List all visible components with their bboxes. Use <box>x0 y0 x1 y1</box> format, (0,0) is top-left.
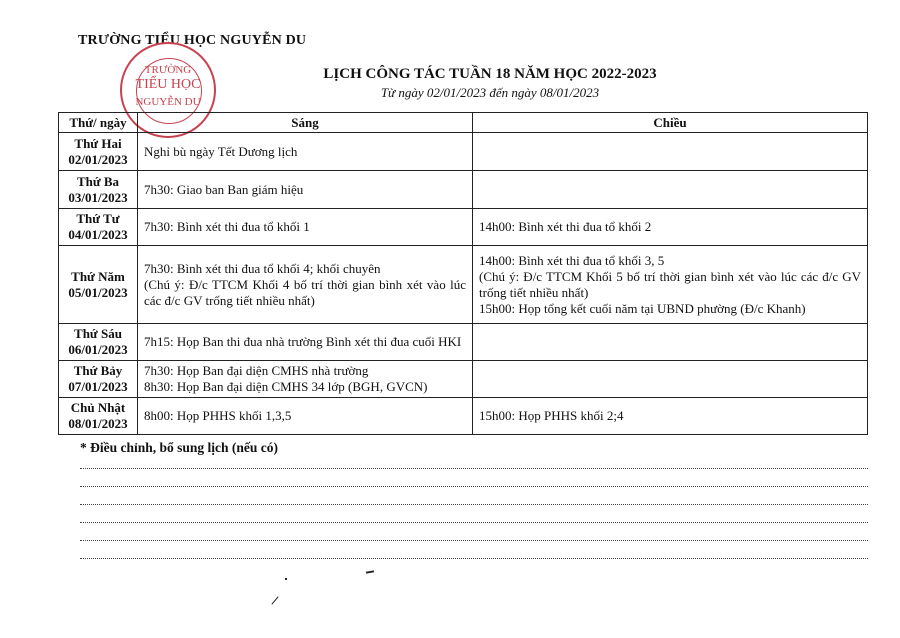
day-cell <box>59 246 138 324</box>
day-name: Thứ Tư <box>76 211 120 226</box>
morning-entry: 7h30: Bình xét thi đua tổ khối 1 <box>144 219 310 234</box>
day-cell <box>59 361 138 398</box>
day-name: Thứ Ba <box>76 173 120 189</box>
table-row <box>59 398 868 435</box>
day-date: 06/01/2023 <box>68 342 128 357</box>
day-name: Thứ Hai <box>74 135 122 151</box>
table-row <box>59 324 868 361</box>
morning-entry: 8h30: Họp Ban đại diện CMHS 34 lớp (BGH, GVCN) <box>144 379 428 394</box>
ink-mark <box>366 570 374 573</box>
morning-entry: 8h00: Họp PHHS khối 1,3,5 <box>144 408 292 423</box>
ink-mark <box>271 596 278 604</box>
morning-cell <box>138 133 473 171</box>
morning-cell <box>138 324 473 361</box>
table-header-row <box>59 113 868 133</box>
blank-line <box>80 522 868 523</box>
day-cell <box>59 209 138 246</box>
morning-cell <box>138 171 473 209</box>
table-row <box>59 133 868 171</box>
day-date: 08/01/2023 <box>68 416 128 431</box>
morning-cell <box>138 246 473 324</box>
morning-entry: 7h30: Bình xét thi đua tổ khối 4; khối chuyên <box>144 260 381 276</box>
afternoon-cell <box>473 324 868 361</box>
morning-cell <box>138 361 473 398</box>
table-row <box>59 209 868 246</box>
school-name: TRƯỜNG TIỂU HỌC NGUYỄN DU <box>78 33 307 48</box>
day-name: Thứ Bảy <box>73 363 123 378</box>
day-date: 04/01/2023 <box>68 227 128 242</box>
afternoon-entry: 15h00: Họp tổng kết cuối năm tại UBND phường (Đ/c Khanh) <box>479 300 806 316</box>
schedule-table <box>58 112 868 435</box>
afternoon-entry: (Chú ý: Đ/c TTCM Khối 5 bố trí thời gian bình xét vào lúc các đ/c GV trống tiết nhiều nhất) <box>479 268 861 300</box>
header-afternoon: Chiều <box>473 113 868 133</box>
blank-line <box>80 486 868 487</box>
day-date: 03/01/2023 <box>68 189 128 205</box>
day-name: Thứ Sáu <box>74 326 122 341</box>
morning-cell <box>138 209 473 246</box>
day-cell <box>59 398 138 435</box>
day-date: 02/01/2023 <box>68 151 128 167</box>
day-cell <box>59 133 138 171</box>
school-seal-stamp: TRƯỜNG TIỂU HỌC NGUYỄN DU <box>120 42 216 138</box>
morning-entry: 7h15: Họp Ban thi đua nhà trường Bình xét thi đua cuối HKI <box>144 334 462 349</box>
afternoon-cell <box>473 398 868 435</box>
morning-entry: (Chú ý: Đ/c TTCM Khối 4 bố trí thời gian bình xét vào lúc các đ/c GV trống tiết nhiều nhất) <box>144 276 466 308</box>
afternoon-entry: 15h00: Họp PHHS khối 2;4 <box>479 408 624 423</box>
afternoon-cell <box>473 209 868 246</box>
morning-entry: 7h30: Giao ban Ban giám hiệu <box>144 181 304 197</box>
afternoon-cell <box>473 133 868 171</box>
header-day: Thứ/ ngày <box>59 113 138 133</box>
day-cell <box>59 171 138 209</box>
morning-cell <box>138 398 473 435</box>
day-cell <box>59 324 138 361</box>
ink-mark <box>285 578 287 580</box>
blank-line <box>80 504 868 505</box>
afternoon-entry: 14h00: Bình xét thi đua tổ khối 2 <box>479 219 652 234</box>
afternoon-cell <box>473 246 868 324</box>
afternoon-cell <box>473 361 868 398</box>
afternoon-cell <box>473 171 868 209</box>
table-row <box>59 171 868 209</box>
addendum-label: * Điều chỉnh, bổ sung lịch (nếu có) <box>80 440 279 455</box>
blank-line <box>80 558 868 559</box>
blank-line <box>80 540 868 541</box>
page-subtitle: Từ ngày 02/01/2023 đến ngày 08/01/2023 <box>380 85 600 100</box>
table-row <box>59 246 868 324</box>
blank-line <box>80 468 868 469</box>
morning-entry: Nghỉ bù ngày Tết Dương lịch <box>144 143 298 159</box>
header-morning: Sáng <box>138 113 473 133</box>
afternoon-entry: 14h00: Bình xét thi đua tổ khối 3, 5 <box>479 252 665 268</box>
page-title: LỊCH CÔNG TÁC TUẦN 18 NĂM HỌC 2022-2023 <box>323 66 657 82</box>
day-name: Thứ Năm <box>71 268 125 284</box>
day-date: 07/01/2023 <box>68 379 128 394</box>
morning-entry: 7h30: Họp Ban đại diện CMHS nhà trường <box>144 363 369 378</box>
day-name: Chủ Nhật <box>70 400 126 415</box>
table-row <box>59 361 868 398</box>
day-date: 05/01/2023 <box>68 284 128 300</box>
